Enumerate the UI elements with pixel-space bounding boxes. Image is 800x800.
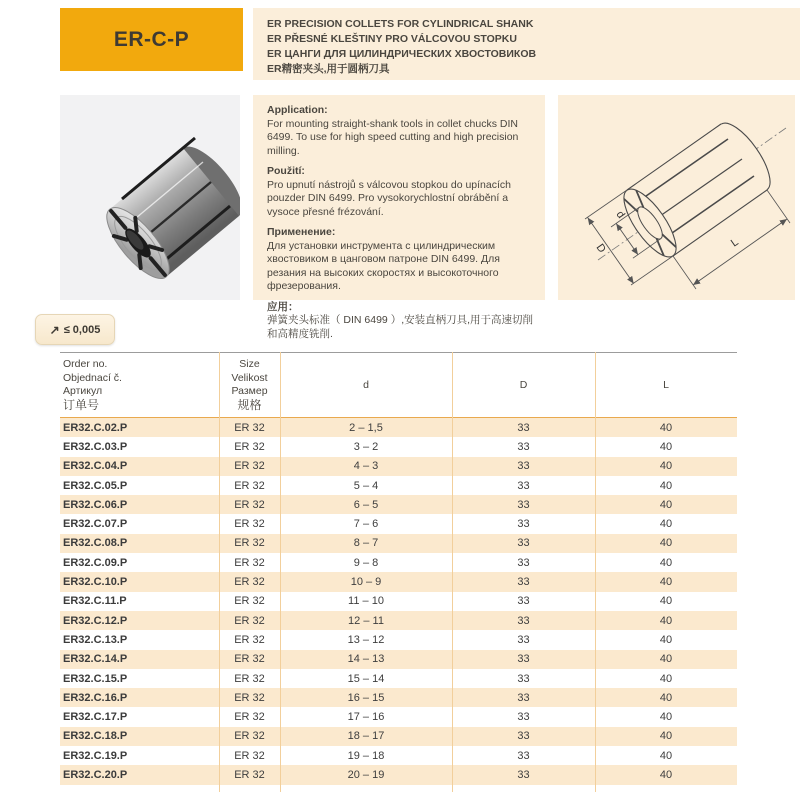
- collet-photo-image: [60, 95, 240, 300]
- title-block: [253, 8, 800, 80]
- cell-order-no: ER32.C.05.P: [63, 479, 128, 492]
- cell-size: ER 32: [234, 749, 265, 762]
- runout-tolerance-badge: [35, 314, 115, 345]
- cell-D: 33: [517, 614, 530, 627]
- application-cs-body: Pro upnutí nástrojů s válcovou stopkou do upínacích pouzder DIN 6499. Pro vysokorychlostní obrábění a vysoce přesné frézování.: [267, 178, 511, 218]
- cell-size: ER 32: [234, 672, 265, 685]
- runout-arrow-icon: ↗: [49, 322, 60, 337]
- cell-d: 5 – 4: [353, 479, 379, 492]
- cell-L: 40: [659, 672, 673, 685]
- application-zh-heading: 应用：: [267, 300, 299, 313]
- column-header-D: D: [519, 379, 528, 391]
- cell-d: 14 – 13: [347, 653, 385, 666]
- cell-size: ER 32: [234, 440, 265, 453]
- cell-D: 33: [517, 730, 530, 743]
- table-row: [60, 534, 737, 553]
- cell-D: 33: [517, 691, 530, 704]
- cell-order-no: ER32.C.07.P: [63, 518, 128, 531]
- cell-L: 40: [659, 556, 673, 569]
- cell-order-no: ER32.C.09.P: [63, 556, 128, 569]
- cell-order-no: ER32.C.11.P: [63, 595, 127, 608]
- table-row: [60, 727, 737, 746]
- table-header: [60, 353, 737, 417]
- runout-value: ≤ 0,005: [63, 323, 101, 336]
- cell-D: 33: [517, 576, 530, 589]
- application-zh-body: 弹簧夹头标准（ DIN 6499 ）,安装直柄刀具,用于高速切削和高精度铣削.: [267, 314, 534, 340]
- product-photo: [60, 95, 240, 300]
- cell-size: ER 32: [234, 518, 265, 531]
- table-row: [60, 630, 737, 649]
- cell-size: ER 32: [234, 421, 265, 434]
- technical-drawing: [558, 95, 795, 300]
- cell-d: 4 – 3: [353, 460, 379, 473]
- cell-L: 40: [659, 711, 673, 724]
- table-row: [60, 514, 737, 533]
- cell-order-no: ER32.C.19.P: [63, 749, 128, 762]
- cell-d: 3 – 2: [353, 440, 379, 453]
- application-ru: [267, 226, 535, 294]
- table-row: [60, 669, 737, 688]
- cell-d: 8 – 7: [353, 537, 379, 550]
- cell-D: 33: [517, 421, 530, 434]
- cell-D: 33: [517, 653, 530, 666]
- cell-L: 40: [659, 440, 673, 453]
- cell-d: 9 – 8: [353, 556, 379, 569]
- cell-L: 40: [659, 421, 673, 434]
- cell-L: 40: [659, 518, 673, 531]
- column-header-size: Size Velikost Размер 规格: [231, 358, 268, 412]
- cell-D: 33: [517, 518, 530, 531]
- table-row: [60, 765, 737, 784]
- table-row: [60, 495, 737, 514]
- cell-size: ER 32: [234, 595, 265, 608]
- cell-L: 40: [659, 730, 673, 743]
- table-row: [60, 592, 737, 611]
- cell-size: ER 32: [234, 614, 265, 627]
- application-cs: [267, 165, 535, 219]
- application-en: [267, 104, 535, 158]
- cell-order-no: ER32.C.02.P: [63, 421, 128, 434]
- cell-size: ER 32: [234, 633, 265, 646]
- cell-d: 18 – 17: [347, 730, 385, 743]
- cell-L: 40: [659, 633, 673, 646]
- cell-L: 40: [659, 498, 673, 511]
- cell-L: 40: [659, 460, 673, 473]
- cell-d: 2 – 1,5: [349, 421, 383, 434]
- cell-d: 15 – 14: [347, 672, 385, 685]
- cell-d: 20 – 19: [347, 768, 385, 781]
- cell-L: 40: [659, 749, 673, 762]
- column-header-d: d: [363, 379, 369, 391]
- cell-order-no: ER32.C.12.P: [63, 614, 128, 627]
- title-en: ER PRECISION COLLETS FOR CYLINDRICAL SHANK: [267, 18, 534, 30]
- cell-size: ER 32: [234, 691, 265, 704]
- cell-d: 16 – 15: [347, 691, 385, 704]
- column-rule-3: [452, 352, 453, 792]
- cell-D: 33: [517, 440, 530, 453]
- column-header-order-no: Order no. Objednací č. Артикул 订单号: [63, 358, 122, 412]
- application-zh: [267, 301, 535, 342]
- cell-L: 40: [659, 595, 673, 608]
- cell-L: 40: [659, 479, 673, 492]
- table-row: [60, 611, 737, 630]
- application-cs-heading: Použití:: [267, 165, 305, 177]
- cell-L: 40: [659, 653, 673, 666]
- cell-order-no: ER32.C.10.P: [63, 576, 128, 589]
- cell-L: 40: [659, 537, 673, 550]
- title-cs: ER PŘESNÉ KLEŠTINY PRO VÁLCOVOU STOPKU: [267, 33, 517, 45]
- product-code: ER-C-P: [113, 27, 190, 51]
- cell-d: 19 – 18: [347, 749, 385, 762]
- table-row: [60, 650, 737, 669]
- cell-order-no: ER32.C.15.P: [63, 672, 128, 685]
- cell-size: ER 32: [234, 479, 265, 492]
- cell-order-no: ER32.C.04.P: [63, 460, 128, 473]
- table-body: [60, 418, 737, 785]
- cell-L: 40: [659, 768, 673, 781]
- application-en-heading: Application:: [267, 104, 328, 116]
- cell-size: ER 32: [234, 768, 265, 781]
- cell-order-no: ER32.C.03.P: [63, 440, 128, 453]
- cell-d: 13 – 12: [347, 633, 385, 646]
- cell-order-no: ER32.C.17.P: [63, 711, 128, 724]
- cell-order-no: ER32.C.08.P: [63, 537, 128, 550]
- cell-size: ER 32: [234, 576, 265, 589]
- cell-d: 12 – 11: [348, 614, 384, 627]
- cell-D: 33: [517, 711, 530, 724]
- dimension-label-D: D: [593, 241, 608, 256]
- cell-L: 40: [659, 691, 673, 704]
- collet-size-table: [60, 352, 737, 792]
- cell-L: 40: [659, 576, 673, 589]
- column-rule-4: [595, 352, 596, 792]
- table-row: [60, 688, 737, 707]
- title-zh: ER精密夹头,用于圆柄刀具: [267, 63, 390, 75]
- cell-D: 33: [517, 479, 530, 492]
- application-block: [253, 95, 545, 340]
- cell-d: 10 – 9: [350, 576, 382, 589]
- application-ru-heading: Применение:: [267, 226, 336, 238]
- cell-size: ER 32: [234, 537, 265, 550]
- cell-order-no: ER32.C.06.P: [63, 498, 128, 511]
- cell-size: ER 32: [234, 460, 265, 473]
- table-row: [60, 476, 737, 495]
- table-row: [60, 746, 737, 765]
- cell-size: ER 32: [234, 498, 265, 511]
- cell-D: 33: [517, 749, 530, 762]
- application-ru-body: Для установки инструмента с цилиндрическим хвостовиком в цанговом патроне DIN 6499. Для резания на высоких скоростях и высокоточного фрезерования.: [267, 239, 500, 292]
- cell-d: 17 – 16: [347, 711, 385, 724]
- cell-order-no: ER32.C.16.P: [63, 691, 128, 704]
- cell-d: 11 – 10: [348, 595, 384, 608]
- cell-d: 7 – 6: [353, 518, 379, 531]
- cell-D: 33: [517, 537, 530, 550]
- table-row: [60, 418, 737, 437]
- title-ru: ER ЦАНГИ ДЛЯ ЦИЛИНДРИЧЕСКИХ ХВОСТОВИКОВ: [267, 48, 537, 60]
- cell-order-no: ER32.C.13.P: [63, 633, 128, 646]
- cell-size: ER 32: [234, 730, 265, 743]
- product-code-badge: [60, 8, 243, 71]
- table-row: [60, 572, 737, 591]
- cell-d: 6 – 5: [353, 498, 379, 511]
- column-header-L: L: [663, 379, 669, 391]
- cell-D: 33: [517, 556, 530, 569]
- cell-order-no: ER32.C.20.P: [63, 768, 128, 781]
- cell-size: ER 32: [234, 653, 265, 666]
- cell-D: 33: [517, 633, 530, 646]
- cell-D: 33: [517, 460, 530, 473]
- cell-order-no: ER32.C.14.P: [63, 653, 128, 666]
- cell-D: 33: [517, 768, 530, 781]
- table-row: [60, 457, 737, 476]
- dimension-label-d: d: [613, 208, 627, 221]
- dimension-label-L: L: [728, 236, 741, 250]
- cell-size: ER 32: [234, 556, 265, 569]
- cell-D: 33: [517, 498, 530, 511]
- table-row: [60, 437, 737, 456]
- cell-D: 33: [517, 672, 530, 685]
- column-rule-1: [219, 352, 220, 792]
- cell-size: ER 32: [234, 711, 265, 724]
- cell-D: 33: [517, 595, 530, 608]
- table-row: [60, 707, 737, 726]
- column-rule-2: [280, 352, 281, 792]
- cell-L: 40: [659, 614, 673, 627]
- collet-dimension-drawing: [558, 95, 795, 300]
- application-en-body: For mounting straight-shank tools in collet chucks DIN 6499. To use for high speed cutting and high precision milling.: [267, 117, 519, 157]
- table-row: [60, 553, 737, 572]
- cell-order-no: ER32.C.18.P: [63, 730, 128, 743]
